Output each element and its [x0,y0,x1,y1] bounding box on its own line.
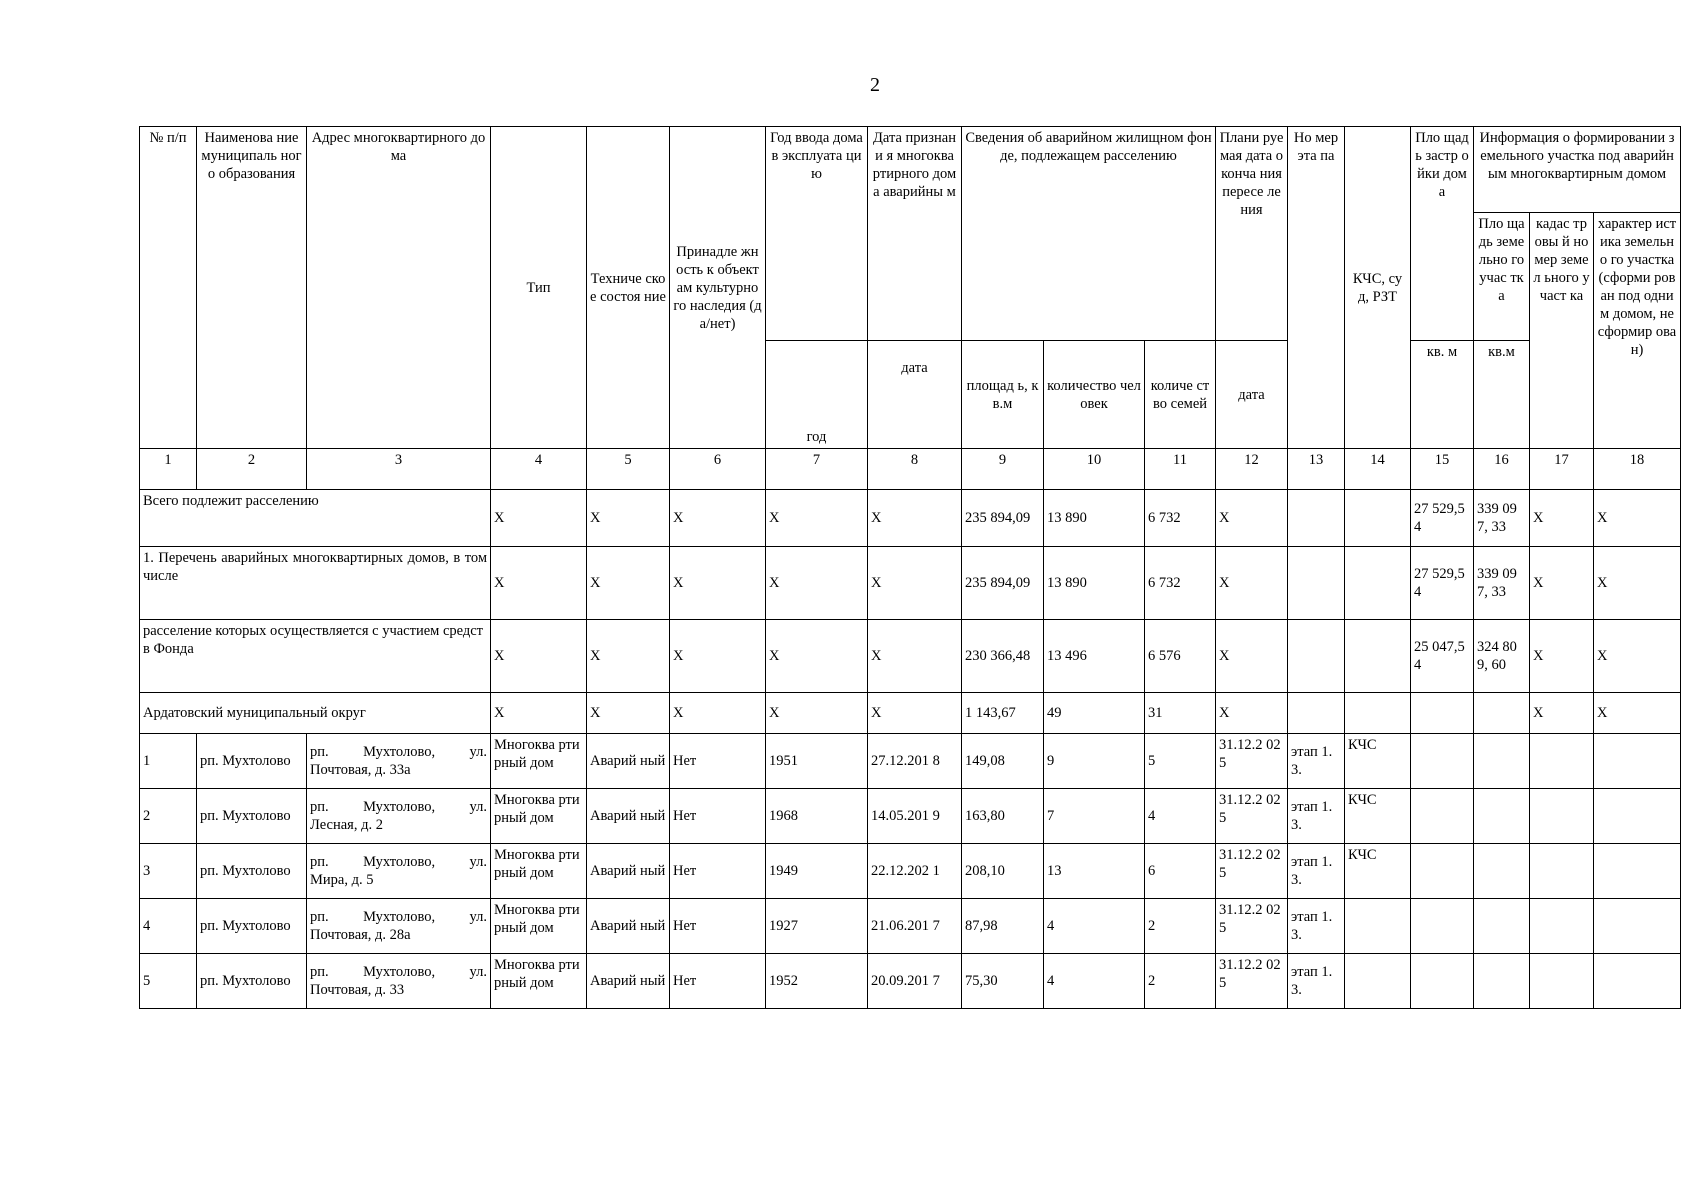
summary-row [140,490,1681,547]
row-year: 1951 [766,734,868,789]
header-date-sub: дата [868,341,962,449]
row-cadastral [1530,789,1594,844]
summary-people: 13 890 [1044,490,1145,547]
row-families: 6 [1145,844,1216,899]
summary-area: 235 894,09 [962,547,1044,620]
summary-year: X [766,490,868,547]
row-planned-end: 31.12.2 025 [1216,789,1288,844]
summary-people: 13 496 [1044,620,1145,693]
column-number: 16 [1474,449,1530,490]
row-people: 4 [1044,899,1145,954]
row-stage: этап 1.3. [1288,789,1345,844]
row-land-char [1594,844,1681,899]
summary-cadastral: X [1530,490,1594,547]
summary-heritage: X [670,490,766,547]
column-number: 6 [670,449,766,490]
summary-date: X [868,620,962,693]
summary-type: X [491,620,587,693]
summary-date: X [868,490,962,547]
row-address-line2: Почтовая, д. 33а [310,762,411,778]
row-stage: этап 1.3. [1288,844,1345,899]
row-address-line1: рп. Мухтолово, ул. [310,744,487,760]
row-area: 208,10 [962,844,1044,899]
row-number: 1 [140,734,197,789]
row-stage: этап 1.3. [1288,899,1345,954]
header-kchs: КЧС, суд, РЗТ [1345,127,1411,449]
row-address-line2: Мира, д. 5 [310,872,374,888]
summary-label: Ардатовский муниципальный округ [140,693,491,734]
row-year: 1952 [766,954,868,1009]
column-number: 13 [1288,449,1345,490]
row-land-area [1474,899,1530,954]
header-heritage: Принадле жность к объектам культурно го наследия (да/нет) [670,127,766,449]
row-heritage: Нет [670,954,766,1009]
summary-row [140,693,1681,734]
header-families-sub: количе ство семей [1145,341,1216,449]
row-type: Многоква ртирный дом [491,789,587,844]
header-building-area-top: Пло щадь застр ойки дома [1411,127,1474,341]
row-stage: этап 1.3. [1288,734,1345,789]
row-state: Аварий ный [587,899,670,954]
row-people: 13 [1044,844,1145,899]
column-number: 8 [868,449,962,490]
column-number: 4 [491,449,587,490]
summary-kchs [1345,620,1411,693]
table-row [140,899,1681,954]
summary-stage [1288,620,1345,693]
header-land-characteristic: характер истика земельно го участка (сформи рован под одним домом, не сформир ован) [1594,213,1681,449]
summary-building-area: 25 047,5 4 [1411,620,1474,693]
header-municipality: Наименова ние муниципаль ного образования [197,127,307,449]
summary-stage [1288,547,1345,620]
row-heritage: Нет [670,789,766,844]
row-address-line1: рп. Мухтолово, ул. [310,854,487,870]
row-date: 20.09.201 7 [868,954,962,1009]
row-cadastral [1530,734,1594,789]
summary-heritage: X [670,620,766,693]
row-municipality: рп. Мухтолово [197,844,307,899]
row-kchs: КЧС [1345,844,1411,899]
row-number: 2 [140,789,197,844]
row-area: 149,08 [962,734,1044,789]
row-year: 1927 [766,899,868,954]
header-planned-end-top: Плани руемая дата оконча ния пересе ления [1216,127,1288,341]
page-number: 2 [870,74,880,96]
row-municipality: рп. Мухтолово [197,899,307,954]
row-building-area [1411,789,1474,844]
row-date: 21.06.201 7 [868,899,962,954]
row-kchs [1345,954,1411,1009]
summary-land-area: 339 097, 33 [1474,490,1530,547]
header-stage: Но мер эта па [1288,127,1345,449]
row-people: 7 [1044,789,1145,844]
summary-row [140,620,1681,693]
column-number: 2 [197,449,307,490]
column-numbers-row [140,449,1681,490]
row-number: 4 [140,899,197,954]
row-address-line1: рп. Мухтолово, ул. [310,909,487,925]
summary-state: X [587,693,670,734]
summary-type: X [491,693,587,734]
header-area-sub: площад ь, кв.м [962,341,1044,449]
summary-stage [1288,490,1345,547]
header-emergency-group: Сведения об аварийном жилищном фонде, подлежащем расселению [962,127,1216,341]
summary-land-area: 339 097, 33 [1474,547,1530,620]
header-land-area-sub: кв.м [1474,341,1530,449]
row-land-char [1594,954,1681,1009]
column-number: 1 [140,449,197,490]
row-families: 2 [1145,954,1216,1009]
header-year-top: Год ввода дома в эксплуата цию [766,127,868,341]
summary-heritage: X [670,547,766,620]
header-address: Адрес многоквартирного дома [307,127,491,449]
table-row [140,844,1681,899]
row-cadastral [1530,954,1594,1009]
row-cadastral [1530,899,1594,954]
row-municipality: рп. Мухтолово [197,789,307,844]
row-municipality: рп. Мухтолово [197,954,307,1009]
row-type: Многоква ртирный дом [491,844,587,899]
summary-families: 6 576 [1145,620,1216,693]
row-state: Аварий ный [587,844,670,899]
row-land-area [1474,954,1530,1009]
resettlement-table [139,126,1681,1009]
summary-state: X [587,490,670,547]
header-year-sub: год [766,341,868,449]
header-people-sub: количество человек [1044,341,1145,449]
summary-land-char: X [1594,490,1681,547]
summary-building-area: 27 529,5 4 [1411,547,1474,620]
summary-type: X [491,547,587,620]
row-kchs [1345,899,1411,954]
summary-land-char: X [1594,693,1681,734]
summary-land-area: 324 809, 60 [1474,620,1530,693]
summary-area: 230 366,48 [962,620,1044,693]
summary-kchs [1345,490,1411,547]
row-planned-end: 31.12.2 025 [1216,844,1288,899]
summary-planned-end: X [1216,620,1288,693]
row-building-area [1411,844,1474,899]
row-land-char [1594,899,1681,954]
row-number: 5 [140,954,197,1009]
header-number: № п/п [140,127,197,449]
row-address [307,789,491,844]
summary-type: X [491,490,587,547]
summary-land-char: X [1594,547,1681,620]
row-state: Аварий ный [587,734,670,789]
column-number: 3 [307,449,491,490]
column-number: 12 [1216,449,1288,490]
row-families: 4 [1145,789,1216,844]
table-row [140,954,1681,1009]
summary-heritage: X [670,693,766,734]
summary-families: 31 [1145,693,1216,734]
row-people: 9 [1044,734,1145,789]
summary-year: X [766,620,868,693]
header-date-top: Дата признани я многоква ртирного дома аварийны м [868,127,962,341]
header-tech-state: Техниче ское состоя ние [587,127,670,449]
summary-planned-end: X [1216,693,1288,734]
row-building-area [1411,734,1474,789]
row-heritage: Нет [670,734,766,789]
row-people: 4 [1044,954,1145,1009]
row-type: Многоква ртирный дом [491,734,587,789]
column-number: 17 [1530,449,1594,490]
summary-stage [1288,693,1345,734]
column-number: 9 [962,449,1044,490]
summary-state: X [587,620,670,693]
column-number: 11 [1145,449,1216,490]
row-land-char [1594,789,1681,844]
summary-cadastral: X [1530,547,1594,620]
row-area: 163,80 [962,789,1044,844]
summary-planned-end: X [1216,547,1288,620]
column-number: 7 [766,449,868,490]
summary-year: X [766,547,868,620]
header-land-group: Информация о формировании земельного участка под аварийным многоквартирным домом [1474,127,1681,213]
row-area: 87,98 [962,899,1044,954]
row-address-line1: рп. Мухтолово, ул. [310,964,487,980]
row-year: 1949 [766,844,868,899]
row-area: 75,30 [962,954,1044,1009]
row-planned-end: 31.12.2 025 [1216,899,1288,954]
row-address-line1: рп. Мухтолово, ул. [310,799,487,815]
row-date: 14.05.201 9 [868,789,962,844]
summary-label: 1. Перечень аварийных многоквартирных домов, в том числе [140,547,491,620]
summary-cadastral: X [1530,620,1594,693]
summary-kchs [1345,547,1411,620]
row-address [307,844,491,899]
header-type: Тип [491,127,587,449]
row-date: 27.12.201 8 [868,734,962,789]
summary-date: X [868,693,962,734]
table-row [140,789,1681,844]
row-kchs: КЧС [1345,789,1411,844]
table-row [140,734,1681,789]
row-kchs: КЧС [1345,734,1411,789]
column-number: 14 [1345,449,1411,490]
row-state: Аварий ный [587,954,670,1009]
summary-state: X [587,547,670,620]
row-year: 1968 [766,789,868,844]
row-address [307,734,491,789]
row-stage: этап 1.3. [1288,954,1345,1009]
row-type: Многоква ртирный дом [491,899,587,954]
column-number: 18 [1594,449,1681,490]
summary-area: 235 894,09 [962,490,1044,547]
row-heritage: Нет [670,844,766,899]
summary-date: X [868,547,962,620]
header-planned-end-sub: дата [1216,341,1288,449]
summary-people: 13 890 [1044,547,1145,620]
summary-label: Всего подлежит расселению [140,490,491,547]
row-heritage: Нет [670,899,766,954]
row-families: 5 [1145,734,1216,789]
row-type: Многоква ртирный дом [491,954,587,1009]
row-cadastral [1530,844,1594,899]
header-land-area-top: Пло щадь земе льно го учас тка [1474,213,1530,341]
summary-land-char: X [1594,620,1681,693]
row-land-area [1474,844,1530,899]
summary-kchs [1345,693,1411,734]
row-building-area [1411,954,1474,1009]
summary-land-area [1474,693,1530,734]
row-land-area [1474,734,1530,789]
row-address-line2: Лесная, д. 2 [310,817,383,833]
header-cadastral: кадас тровы й номер земел ьного участ ка [1530,213,1594,449]
row-planned-end: 31.12.2 025 [1216,954,1288,1009]
row-number: 3 [140,844,197,899]
summary-building-area: 27 529,5 4 [1411,490,1474,547]
summary-families: 6 732 [1145,547,1216,620]
header-building-area-sub: кв. м [1411,341,1474,449]
column-number: 5 [587,449,670,490]
summary-row [140,547,1681,620]
row-families: 2 [1145,899,1216,954]
summary-area: 1 143,67 [962,693,1044,734]
row-land-area [1474,789,1530,844]
row-planned-end: 31.12.2 025 [1216,734,1288,789]
summary-families: 6 732 [1145,490,1216,547]
column-number: 15 [1411,449,1474,490]
row-land-char [1594,734,1681,789]
summary-building-area [1411,693,1474,734]
summary-year: X [766,693,868,734]
summary-planned-end: X [1216,490,1288,547]
column-number: 10 [1044,449,1145,490]
row-municipality: рп. Мухтолово [197,734,307,789]
summary-label: расселение которых осуществляется с участием средств Фонда [140,620,491,693]
row-address-line2: Почтовая, д. 28а [310,927,411,943]
summary-people: 49 [1044,693,1145,734]
row-state: Аварий ный [587,789,670,844]
row-date: 22.12.202 1 [868,844,962,899]
row-address-line2: Почтовая, д. 33 [310,982,405,998]
summary-cadastral: X [1530,693,1594,734]
row-building-area [1411,899,1474,954]
row-address [307,899,491,954]
row-address [307,954,491,1009]
